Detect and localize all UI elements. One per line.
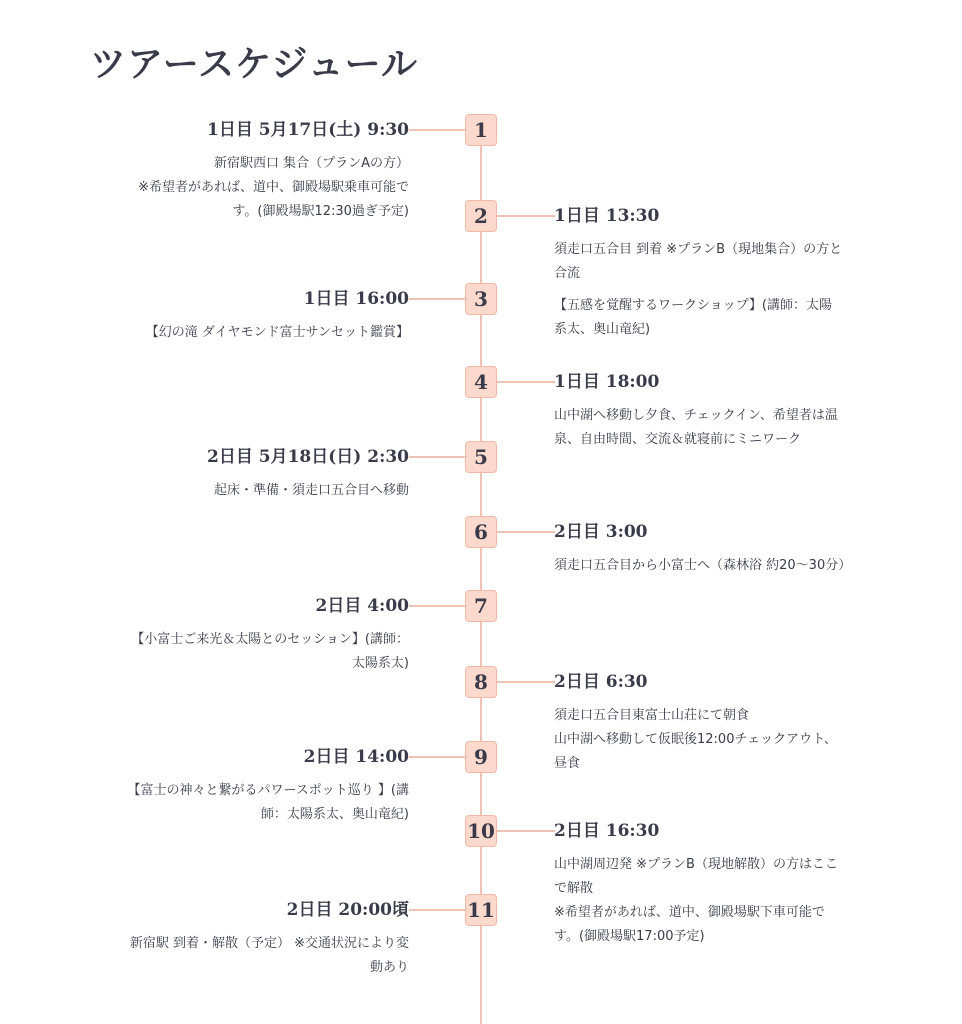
schedule-entry-5 [207, 445, 409, 503]
entry-title: 2日目 6:30 [554, 672, 648, 692]
connector-4 [497, 381, 555, 383]
entry-title: 2日目 20:00頃 [286, 900, 409, 920]
connector-3 [409, 298, 467, 300]
entry-title: 2日目 4:00 [315, 596, 409, 616]
connector-6 [497, 531, 555, 533]
entry-body [554, 853, 838, 949]
entry-line: で解散 [554, 881, 594, 896]
entry-line: 山中湖へ移動して仮眠後12:00チェックアウト、 [554, 732, 837, 747]
step-badge-1: 1 [465, 114, 497, 146]
entry-line: 須走口五合目から小富士へ（森林浴 約20〜30分） [554, 558, 852, 573]
entry-line: す。(御殿場駅17:00予定) [554, 929, 705, 944]
entry-title: 1日目 5月17日(土) 9:30 [207, 120, 409, 140]
entry-title: 1日目 16:00 [303, 289, 409, 309]
entry-line: 新宿駅 到着・解散（予定） ※交通状況により変 [129, 936, 409, 951]
timeline-line [480, 130, 482, 1024]
step-badge-10: 10 [465, 815, 497, 847]
connector-5 [409, 456, 467, 458]
connector-8 [497, 681, 555, 683]
entry-line: 系太、奥山竜紀) [554, 322, 651, 337]
entry-title: 2日目 16:30 [554, 821, 660, 841]
entry-body [130, 932, 409, 980]
step-badge-11: 11 [465, 894, 497, 926]
entry-line: 山中湖周辺発 ※プランB（現地解散）の方はここ [554, 857, 838, 872]
schedule-entry-9 [127, 745, 409, 827]
entry-line: 動あり [369, 960, 409, 975]
entry-body [138, 152, 409, 224]
entry-line: 師：太陽系太、奥山竜紀) [260, 807, 409, 822]
connector-11 [409, 909, 467, 911]
step-badge-9: 9 [465, 741, 497, 773]
entry-line: 新宿駅西口 集合（プランAの方） [213, 156, 409, 171]
entry-line: 須走口五合目東富士山荘にて朝食 [554, 708, 750, 723]
entry-body [554, 704, 837, 776]
entry-line: 泉、自由時間、交流＆就寝前にミニワーク [554, 432, 802, 447]
schedule-entry-11 [130, 898, 409, 980]
entry-body [554, 404, 838, 452]
entry-title: 2日目 5月18日(日) 2:30 [207, 447, 409, 467]
entry-line: 山中湖へ移動し夕食、チェックイン、希望者は温 [554, 408, 838, 423]
step-badge-4: 4 [465, 366, 497, 398]
entry-body [127, 779, 409, 827]
entry-title: 1日目 13:30 [554, 206, 660, 226]
entry-line: 【富士の神々と繋がるパワースポット巡り 】(講 [127, 783, 409, 798]
step-badge-5: 5 [465, 441, 497, 473]
entry-body [207, 479, 409, 503]
connector-2 [497, 215, 555, 217]
schedule-entry-2 [554, 204, 842, 342]
connector-1 [409, 129, 467, 131]
entry-title: 1日目 18:00 [554, 372, 660, 392]
entry-body [554, 238, 842, 342]
entry-line: 須走口五合目 到着 ※プランB（現地集合）の方と [554, 242, 843, 257]
connector-7 [409, 605, 467, 607]
entry-line: 太陽系太) [351, 656, 409, 671]
step-badge-7: 7 [465, 590, 497, 622]
step-badge-3: 3 [465, 283, 497, 315]
entry-line: 【五感を覚醒するワークショップ】(講師：太陽 [554, 298, 832, 313]
schedule-entry-8 [554, 670, 837, 776]
entry-line: 昼食 [554, 756, 581, 771]
entry-line: 起床・準備・須走口五合目へ移動 [213, 483, 409, 498]
step-badge-2: 2 [465, 200, 497, 232]
page-title: ツアースケジュール [90, 44, 418, 85]
entry-line: す。(御殿場駅12:30過ぎ予定) [232, 204, 409, 219]
entry-line: 【小富士ご来光＆太陽とのセッション】(講師： [131, 632, 409, 647]
schedule-entry-4 [554, 370, 838, 452]
entry-title: 2日目 3:00 [554, 522, 648, 542]
connector-10 [497, 830, 555, 832]
schedule-entry-6 [554, 520, 851, 578]
schedule-entry-3 [146, 287, 409, 345]
step-badge-8: 8 [465, 666, 497, 698]
step-badge-6: 6 [465, 516, 497, 548]
entry-line: 合流 [554, 266, 581, 281]
entry-body [146, 321, 409, 345]
entry-line: ※希望者があれば、道中、御殿場駅下車可能で [554, 905, 825, 920]
schedule-entry-1 [138, 118, 409, 224]
entry-title: 2日目 14:00 [303, 747, 409, 767]
schedule-entry-10 [554, 819, 838, 949]
entry-body [554, 554, 851, 578]
entry-body [131, 628, 409, 676]
entry-line: 【幻の滝 ダイヤモンド富士サンセット鑑賞】 [145, 325, 409, 340]
schedule-entry-7 [131, 594, 409, 676]
connector-9 [409, 756, 467, 758]
entry-line: ※希望者があれば、道中、御殿場駅乗車可能で [138, 180, 409, 195]
